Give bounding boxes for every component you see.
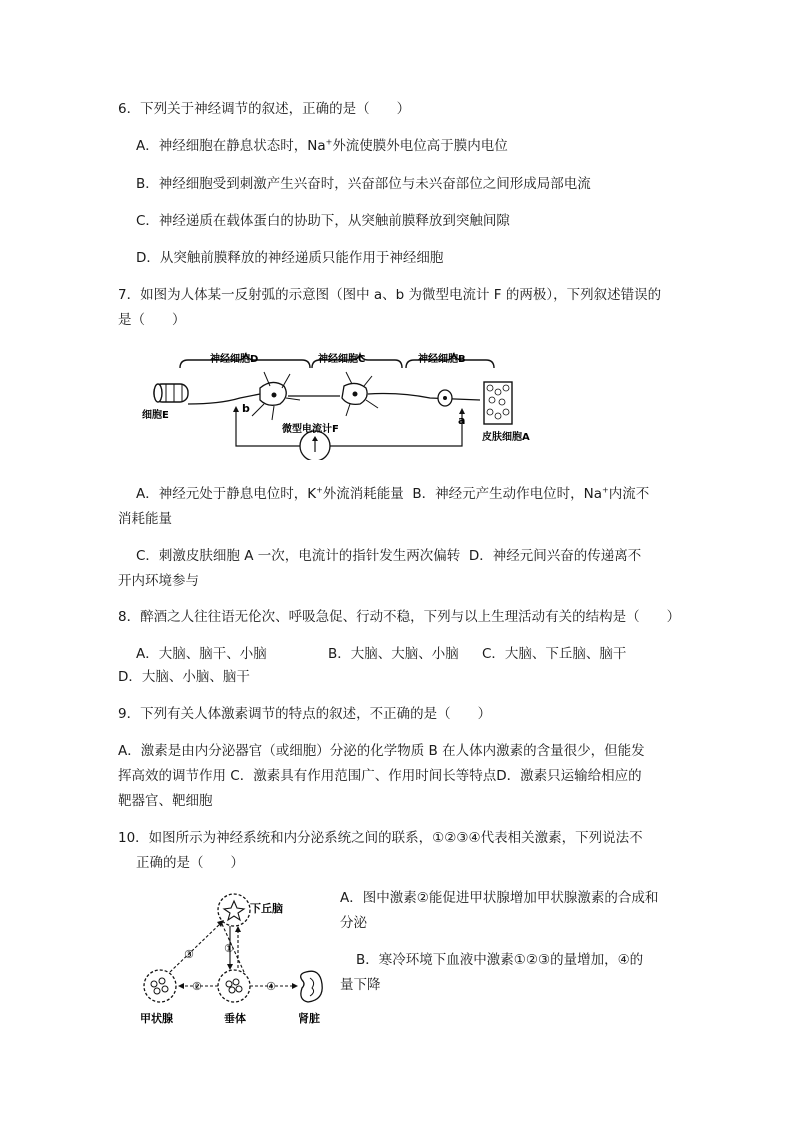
arrow-spacer-5	[220, 924, 222, 972]
cell-e-muscle	[154, 384, 188, 402]
label-cell-e: 细胞E	[142, 410, 169, 421]
label-neuron-d: 神经细胞D	[210, 354, 259, 365]
q6-stem: 6．下列关于神经调节的叙述，正确的是（ ）	[118, 101, 411, 117]
q7-option-a-text-end: 外流消耗能量	[322, 486, 404, 502]
q10-option-b-line2: 量下降	[340, 977, 381, 993]
label-thyroid: 甲状腺	[140, 1012, 173, 1025]
q9-options-line1: A．激素是由内分泌器官（或细胞）分泌的化学物质 B 在人体内激素的含量很少，但能发	[118, 743, 645, 759]
q6-option-a	[136, 136, 508, 156]
q6-option-b: B．神经细胞受到刺激产生兴奋时，兴奋部位与未兴奋部位之间形成局部电流	[136, 176, 591, 192]
q9-options-line2: 挥高效的调节作用 C．激素具有作用范围广、作用时间长等特点D．激素只运输给相应的	[118, 768, 642, 784]
skin-cell-a	[484, 382, 512, 424]
arrow-spacer-59	[220, 920, 222, 972]
label-neuron-b: 神经细胞B	[418, 354, 466, 365]
arrow-spacer-84	[176, 928, 222, 976]
q7-option-c: C．刺激皮肤细胞 A 一次，电流计的指针发生两次偏转	[136, 548, 461, 564]
meter-wire-right	[330, 410, 462, 446]
q9-stem: 9．下列有关人体激素调节的特点的叙述，不正确的是（ ）	[118, 706, 492, 722]
arrow-spacer-207	[174, 922, 222, 974]
arrow-spacer-83	[218, 920, 222, 972]
q7-option-a	[136, 486, 404, 502]
q10-option-a-line2: 分泌	[340, 915, 367, 931]
axon-b	[368, 394, 480, 401]
pole-b-arrow	[233, 406, 239, 412]
label-pole-a: a	[458, 414, 466, 427]
q6-option-a-text-end: 外流使膜外电位高于膜内电位	[332, 138, 508, 154]
q7-option-b-sup: +	[602, 485, 609, 495]
label-hormone-1: ①	[224, 942, 234, 955]
q6-option-a-sup: +	[325, 137, 333, 147]
label-skin-a: 皮肤细胞A	[482, 432, 530, 443]
q7-stem-line2: 是（ ）	[118, 312, 186, 328]
label-neuron-c: 神经细胞C	[318, 354, 366, 365]
label-pole-b: b	[242, 402, 250, 415]
q7-stem-line1: 7．如图为人体某一反射弧的示意图（图中 a、b 为微型电流计 F 的两极），下列叙述错误的	[118, 287, 662, 303]
q10-option-b-line1: B．寒冷环境下血液中激素①②③的量增加，④的	[356, 952, 644, 968]
label-hormone-4: ④	[266, 980, 276, 993]
q8-option-a: A．大脑、脑干、小脑	[136, 646, 267, 662]
label-hormone-2: ②	[192, 980, 202, 993]
q6-option-d: D．从突触前膜释放的神经递质只能作用于神经细胞	[136, 250, 444, 266]
q7-options-ab	[136, 484, 649, 504]
q7-option-b-cont: 消耗能量	[118, 511, 172, 527]
q8-stem: 8．醉酒之人往往语无伦次、呼吸急促、行动不稳，下列与以上生理活动有关的结构是（ ）	[118, 609, 681, 625]
q9-options-line3: 靶器官、靶细胞	[118, 793, 213, 809]
q7-option-a-text: A．神经元处于静息电位时，K	[136, 486, 317, 502]
q6-option-a-text: A．神经细胞在静息状态时，Na	[136, 138, 326, 154]
arrow-hormone-3-spacer	[174, 972, 220, 976]
neuron-b-nucleus	[443, 396, 447, 400]
q7-option-d-cont: 开内环境参与	[118, 573, 199, 589]
arrow-hormone-4-head	[292, 983, 298, 989]
arrow-spacer-25	[176, 928, 222, 974]
thyroid-node	[144, 970, 176, 1002]
q7-option-a-sup: +	[316, 485, 323, 495]
endocrine-figure	[138, 888, 338, 1030]
q6-option-c: C．神经递质在载体蛋白的协助下，从突触前膜释放到突触间隙	[136, 213, 510, 229]
q7-options-cd	[136, 546, 641, 566]
arrow-hormone-2-head	[178, 983, 184, 989]
kidney-icon	[301, 971, 323, 1002]
arrow-spacer-11	[220, 920, 222, 972]
reflex-arc-figure	[140, 348, 560, 460]
label-kidney: 肾脏	[298, 1012, 320, 1025]
q10-option-a-line1: A．图中激素②能促进甲状腺增加甲状腺激素的合成和	[340, 890, 659, 906]
label-hormone-3: ③	[184, 948, 194, 961]
label-hypothalamus: 下丘脑	[250, 902, 283, 915]
q10-stem-line1: 10．如图所示为神经系统和内分泌系统之间的联系，①②③④代表相关激素，下列说法不	[118, 830, 643, 846]
q8-option-b: B．大脑、大脑、小脑	[328, 646, 459, 662]
q7-option-b-text: B．神经元产生动作电位时，Na	[412, 486, 603, 502]
arrow-feedback-pituitary-head	[235, 926, 241, 932]
q8-option-c: C．大脑、下丘脑、脑干	[482, 646, 627, 662]
q7-option-b-text-end: 内流不	[608, 486, 650, 502]
label-meter-f: 微型电流计F	[282, 424, 339, 435]
arrow-spacer-222	[174, 972, 220, 976]
arrow-spacer-233	[220, 920, 222, 972]
label-pituitary: 垂体	[224, 1012, 246, 1025]
q10-stem-line2: 正确的是（ ）	[136, 855, 244, 871]
pituitary-node	[218, 970, 250, 1002]
arrow-spacer	[178, 970, 222, 974]
q7-option-b	[412, 486, 649, 502]
q7-option-d: D．神经元间兴奋的传递离不	[468, 548, 642, 564]
arrow-spacer-56	[220, 924, 222, 972]
arrow-hormone-3	[170, 922, 222, 972]
arrow-hormone-1-head	[227, 964, 233, 970]
q8-option-d: D．大脑、小脑、脑干	[118, 669, 250, 685]
